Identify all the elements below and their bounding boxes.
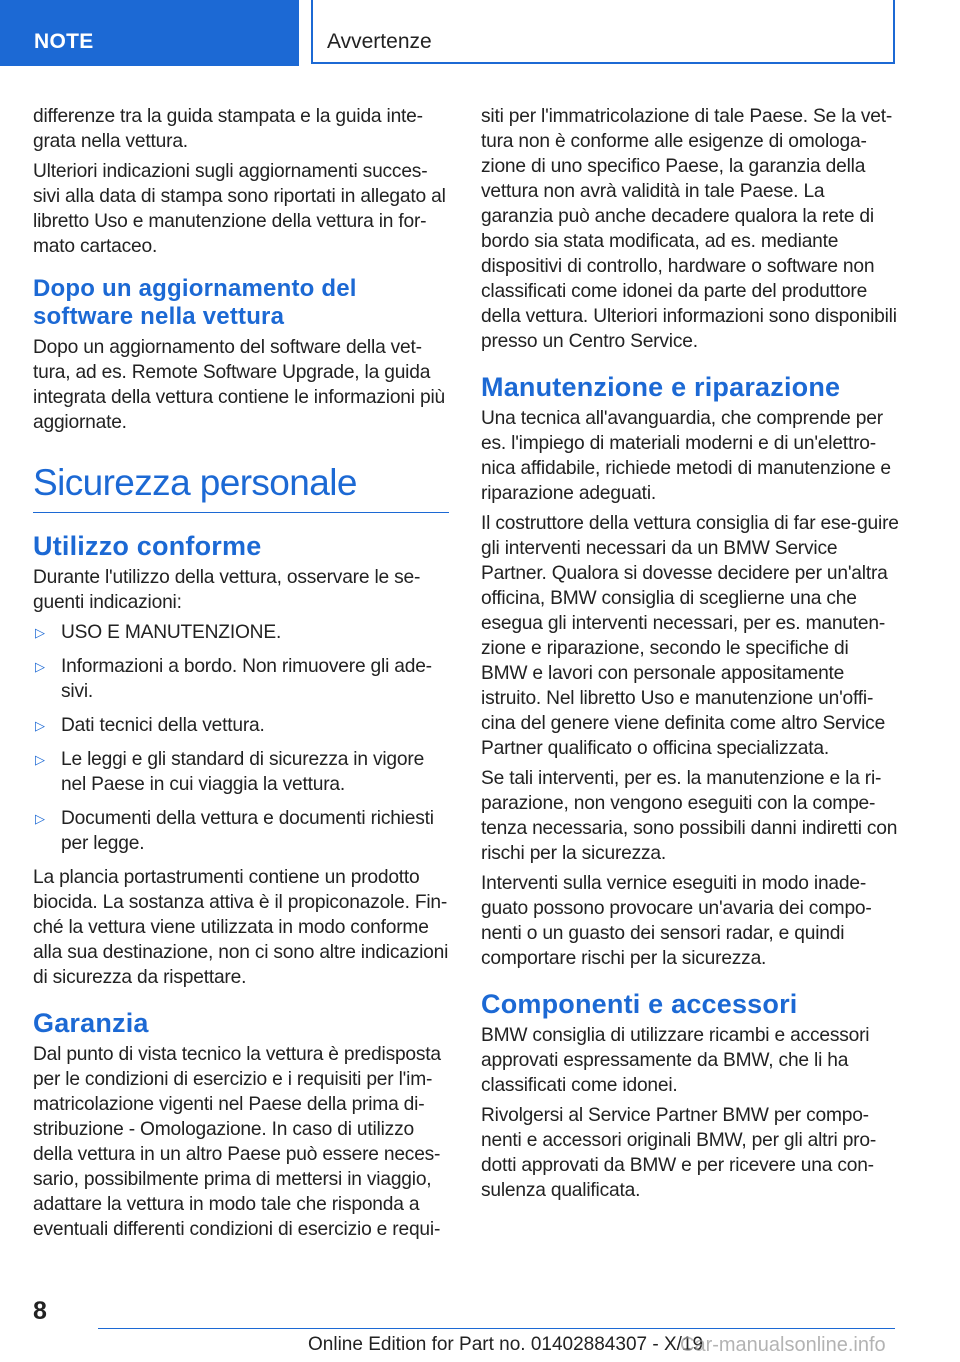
left-column xyxy=(33,104,449,1247)
paragraph: differenze tra la guida stampata e la guida inte-grata nella vettura. xyxy=(33,106,423,152)
list-item-text: Dati tecnici della vettura. xyxy=(61,715,265,736)
heading-software-update: Dopo un aggiornamento del software nella vettura xyxy=(33,275,357,330)
list-item-text: Informazioni a bordo. Non rimuovere gli ade-sivi. xyxy=(61,656,432,702)
paragraph: Dal punto di vista tecnico la vettura è predisposta per le condizioni di esercizio e i requisiti per l'im-matricolazione vigenti nel Paese della prima di-stribuzione - Omologazione. In caso di utilizzo della vettura in un altro Paese può essere neces-sario, possibilmente prima di mettersi in viaggio, adattare la vettura in modo tale che risponda a eventuali differenti condizioni di esercizio e requi- xyxy=(33,1044,441,1240)
heading-maintenance-repair: Manutenzione e riparazione xyxy=(481,372,841,402)
paragraph: Durante l'utilizzo della vettura, osservare le se-guenti indicazioni: xyxy=(33,567,421,613)
triangle-right-outline-icon: ▷ xyxy=(35,718,45,733)
triangle-right-outline-icon: ▷ xyxy=(35,752,45,767)
bullet-list xyxy=(33,620,449,856)
paragraph: La plancia portastrumenti contiene un prodotto biocida. La sostanza attiva è il propiconazole. Fin-ché la vettura viene utilizzata in modo conforme alla sua destinazione, non ci sono altre indicazioni di sicurezza da rispettare. xyxy=(33,867,449,988)
list-item xyxy=(33,806,449,856)
page-header xyxy=(0,0,960,66)
paragraph: siti per l'immatricolazione di tale Paese. Se la vet-tura non è conforme alle esigenze di omologa-zione di uno specifico Paese, la garanzia della vettura non avrà validità in tale Paese. La garanzia può anche decadere qualora la rete di bordo sia stata modificata, ad es. mediante dispositivi di controllo, hardware o software non classificati come idonei da parte del produttore della vettura. Ulteriori informazioni sono disponibili presso un Centro Service. xyxy=(481,106,897,352)
footer-divider xyxy=(98,1328,895,1329)
heading-warranty: Garanzia xyxy=(33,1008,149,1038)
paragraph: Se tali interventi, per es. la manutenzione e la ri-parazione, non vengono eseguiti con la compe-tenza necessaria, sono possibili danni indiretti con rischi per la sicurezza. xyxy=(481,768,898,864)
paragraph: Rivolgersi al Service Partner BMW per compo-nenti e accessori originali BMW, per gli altri pro-dotti approvati da BMW e per ricevere una con-sulenza qualificata. xyxy=(481,1105,877,1201)
paragraph: Una tecnica all'avanguardia, che comprende per es. l'impiego di materiali moderni e di un'elettro-nica affidabile, richiede metodi di manutenzione e riparazione adeguati. xyxy=(481,408,891,504)
heading-personal-safety: Sicurezza personale xyxy=(33,461,449,513)
paragraph: Dopo un aggiornamento del software della vet-tura, ad es. Remote Software Upgrade, la guida integrata della vettura contiene le informazioni più aggiornate. xyxy=(33,337,445,433)
list-item xyxy=(33,747,449,797)
list-item-text: USO E MANUTENZIONE. xyxy=(61,622,282,643)
triangle-right-outline-icon: ▷ xyxy=(35,659,45,674)
triangle-right-outline-icon: ▷ xyxy=(35,811,45,826)
heading-intended-use: Utilizzo conforme xyxy=(33,531,262,561)
watermark: Car-manualsonline.info xyxy=(680,1334,886,1356)
chapter-title: Avvertenze xyxy=(311,0,895,64)
right-column xyxy=(481,104,899,1208)
paragraph: Ulteriori indicazioni sugli aggiornamenti succes-sivi alla data di stampa sono riportati in allegato al libretto Uso e manutenzione della vettura in for-mato cartaceo. xyxy=(33,161,446,257)
list-item-text: Le leggi e gli standard di sicurezza in vigore nel Paese in cui viaggia la vettura. xyxy=(61,749,425,795)
heading-parts-accessories: Componenti e accessori xyxy=(481,989,798,1019)
list-item xyxy=(33,713,449,738)
edition-text: Online Edition for Part no. 01402884307 - X/19 xyxy=(308,1334,704,1355)
paragraph: Interventi sulla vernice eseguiti in modo inade-guato possono provocare un'avaria dei compo-nenti o un guasto dei sensori radar, e quindi comportare rischi per la sicurezza. xyxy=(481,873,872,969)
section-tab-note: NOTE xyxy=(0,0,299,66)
list-item xyxy=(33,620,449,645)
page-number: 8 xyxy=(33,1297,47,1325)
paragraph: Il costruttore della vettura consiglia di far ese-guire gli interventi necessari da un BMW Service Partner. Qualora si dovesse decidere per un'altra officina, BMW consiglia di sceglierne una che esegua gli interventi necessari, per es. manuten-zione e riparazione, secondo le specifiche di BMW e lavori con personale appositamente istruito. Nel libretto Uso e manutenzione un'offi-cina del genere viene definita come altro Service Partner qualificato o officina specializzata. xyxy=(481,513,899,759)
list-item-text: Documenti della vettura e documenti richiesti per legge. xyxy=(61,808,434,854)
paragraph: BMW consiglia di utilizzare ricambi e accessori approvati espressamente da BMW, che li ha classificati come idonei. xyxy=(481,1025,870,1096)
list-item xyxy=(33,654,449,704)
triangle-right-outline-icon: ▷ xyxy=(35,625,45,640)
